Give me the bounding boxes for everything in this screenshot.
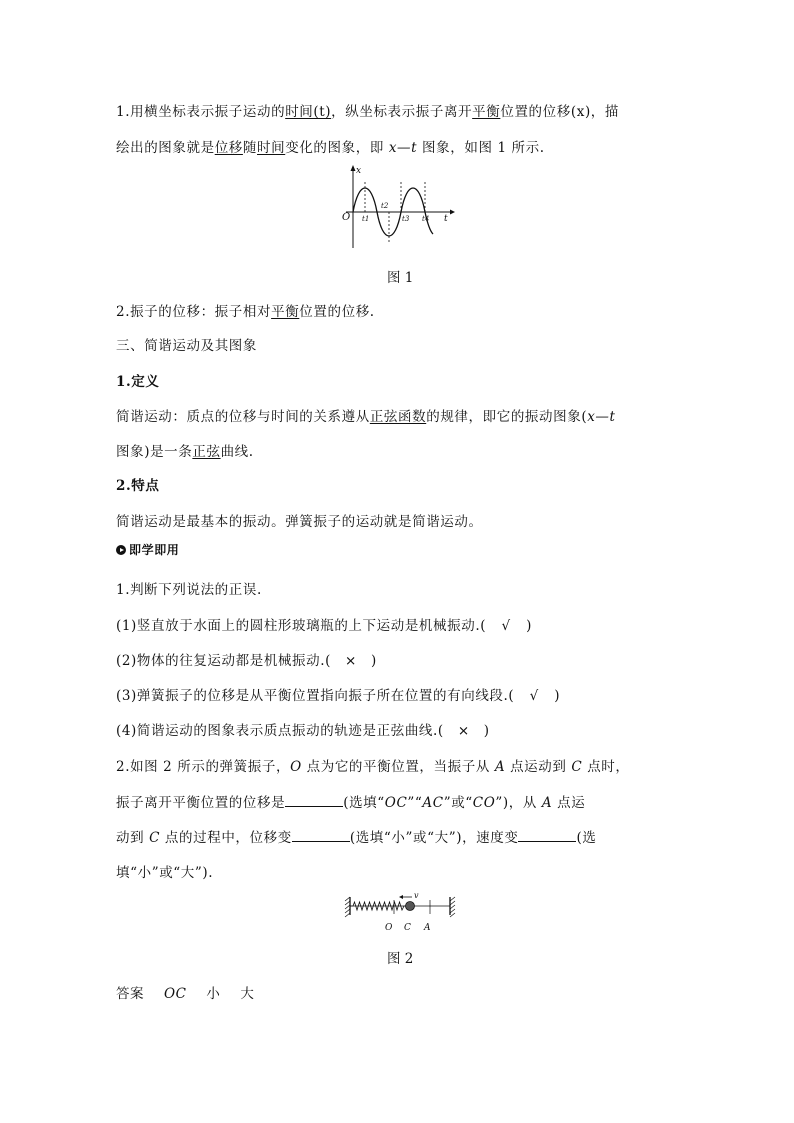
- question-2-line-3: 动到 C 点的过程中，位移变 (选填“小”或“大”)，速度变 (选: [116, 830, 597, 846]
- answer-blank-1[interactable]: [285, 793, 343, 807]
- figure-1-caption: 图 1: [387, 270, 414, 286]
- judgement-1: (1)竖直放于水面上的圆柱形玻璃瓶的上下运动是机械振动.( √ ): [116, 618, 532, 634]
- answer-3: 大: [240, 986, 255, 1002]
- paragraph-shm-def-2: 图象)是一条正弦曲线.: [116, 444, 254, 460]
- label-x: x: [356, 166, 362, 176]
- paragraph-displacement-def: 2.振子的位移：振子相对平衡位置的位移.: [116, 304, 375, 320]
- judgement-3: (3)弹簧振子的位移是从平衡位置指向振子所在位置的有向线段.( √ ): [116, 688, 561, 704]
- cross-mark: ×: [345, 653, 357, 669]
- answer-line: 答案 OC 小 大: [116, 986, 255, 1002]
- x-axis-arrow: [450, 210, 455, 215]
- left-wall-hatch: [345, 897, 350, 917]
- answer-2: 小: [206, 986, 221, 1002]
- question-1-prompt: 1.判断下列说法的正误.: [116, 582, 262, 598]
- judgement-2: (2)物体的往复运动都是机械振动.( × ): [116, 653, 377, 669]
- question-2-line-2: 振子离开平衡位置的位移是 (选填“OC”“AC”或“CO”)，从 A 点运: [116, 795, 586, 811]
- underline-displacement: 位移: [214, 140, 243, 156]
- underline-time: 时间(t): [285, 104, 332, 120]
- label-C: C: [404, 923, 411, 933]
- paragraph-features: 简谐运动是最基本的振动。弹簧振子的运动就是简谐运动。: [116, 514, 483, 530]
- answer-1: OC: [164, 986, 187, 1002]
- oscillator-ball: [406, 902, 415, 911]
- play-circle-icon: [116, 545, 126, 555]
- section-heading-3: 三、简谐运动及其图象: [116, 338, 257, 354]
- label-t2: t2: [381, 202, 389, 210]
- check-mark: √: [529, 688, 539, 704]
- right-wall-hatch: [450, 897, 455, 917]
- question-2-line-4: 填“小”或“大”).: [116, 865, 214, 881]
- paragraph-graph-intro-1: 1.用横坐标表示振子运动的时间(t)，纵坐标表示振子离开平衡位置的位移(x)，描: [116, 104, 620, 120]
- label-t1: t1: [362, 215, 370, 223]
- velocity-arrowhead: [399, 895, 403, 899]
- y-axis-arrow: [351, 165, 356, 171]
- underline-balance: 平衡: [472, 104, 501, 120]
- answer-blank-3[interactable]: [518, 828, 576, 842]
- subheading-features: 2.特点: [116, 478, 160, 494]
- label-t4: t4: [422, 215, 430, 223]
- label-v: v: [414, 891, 419, 900]
- subheading-definition: 1.定义: [116, 374, 160, 390]
- figure-1-sine-graph: [336, 162, 456, 252]
- spring: [350, 902, 407, 910]
- paragraph-graph-intro-2: 绘出的图象就是位移随时间变化的图象，即 x—t 图象，如图 1 所示.: [116, 140, 545, 156]
- answer-blank-2[interactable]: [292, 828, 350, 842]
- figure-2-caption: 图 2: [387, 951, 414, 967]
- check-mark: √: [501, 618, 511, 634]
- underline-time-2: 时间: [257, 140, 286, 156]
- practice-heading: 即学即用: [116, 541, 179, 558]
- question-2-line-1: 2.如图 2 所示的弹簧振子，O 点为它的平衡位置，当振子从 A 点运动到 C 点时，: [116, 759, 630, 775]
- label-t3: t3: [402, 215, 410, 223]
- figure-2-spring-oscillator: [344, 890, 460, 936]
- judgement-4: (4)简谐运动的图象表示质点振动的轨迹是正弦曲线.( × ): [116, 723, 490, 739]
- label-A: A: [424, 923, 431, 933]
- cross-mark: ×: [457, 723, 470, 739]
- label-t: t: [444, 214, 448, 224]
- label-origin: O: [342, 212, 351, 223]
- label-O: O: [385, 923, 393, 933]
- paragraph-shm-def-1: 简谐运动：质点的位移与时间的关系遵从正弦函数的规律，即它的振动图象(x—t: [116, 409, 616, 425]
